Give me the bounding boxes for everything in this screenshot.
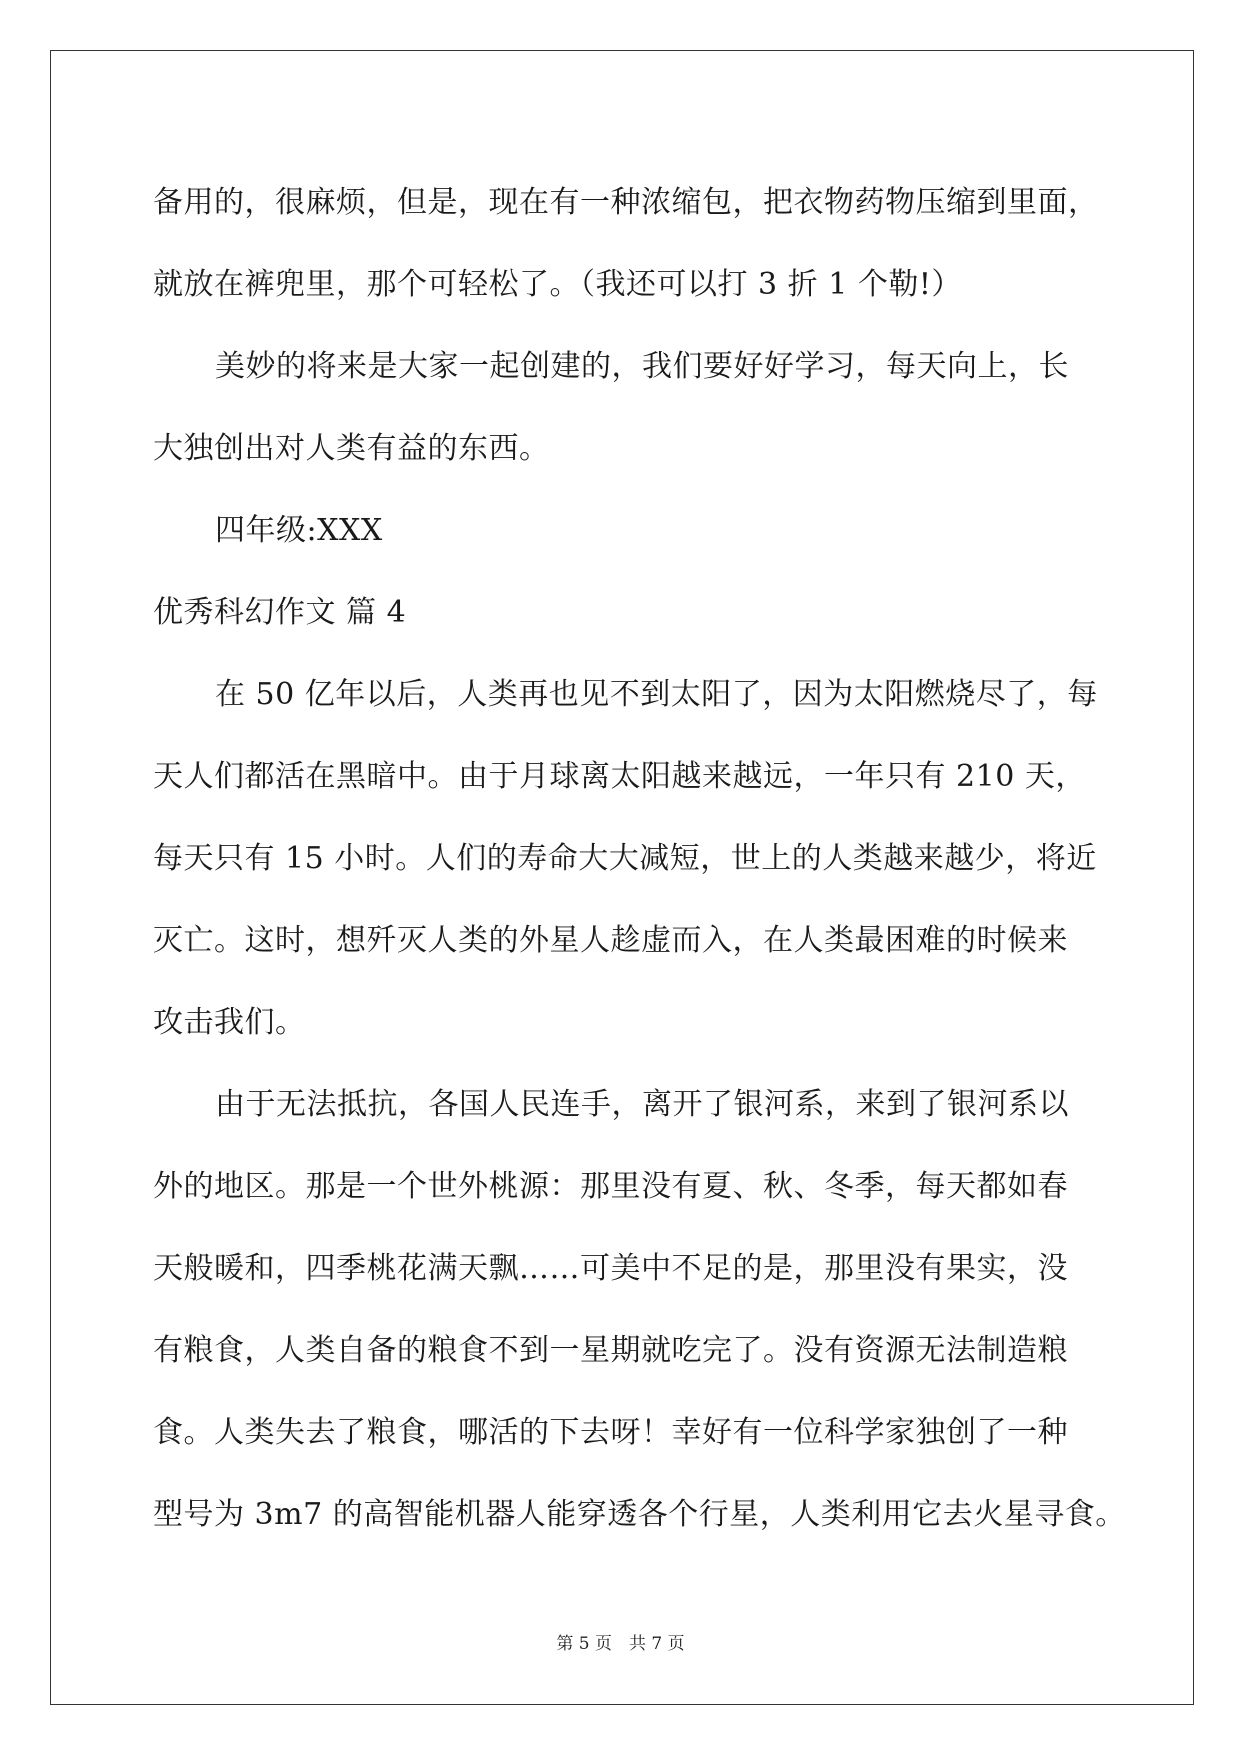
text-line: 就放在裤兜里，那个可轻松了。（我还可以打 3 折 1 个勒!） (153, 267, 962, 302)
author-line: 四年级:XXX (215, 513, 383, 548)
text-line: 美妙的将来是大家一起创建的，我们要好好学习，每天向上，长 (215, 349, 1069, 384)
section-heading: 优秀科幻作文 篇 4 (153, 595, 407, 630)
text-line: 有粮食，人类自备的粮食不到一星期就吃完了。没有资源无法制造粮 (153, 1333, 1068, 1368)
text-line: 攻击我们。 (153, 1005, 306, 1040)
text-line: 每天只有 15 小时。人们的寿命大大减短，世上的人类越来越少，将近 (153, 841, 1097, 876)
text-line: 天人们都活在黑暗中。由于月球离太阳越来越远，一年只有 210 天， (153, 759, 1086, 794)
text-line: 备用的，很麻烦，但是，现在有一种浓缩包，把衣物药物压缩到里面， (153, 185, 1099, 220)
text-line: 在 50 亿年以后，人类再也见不到太阳了，因为太阳燃烧尽了，每 (215, 677, 1098, 712)
text-line: 型号为 3m7 的高智能机器人能穿透各个行星，人类利用它去火星寻食。 (153, 1497, 1126, 1532)
text-line: 食。人类失去了粮食，哪活的下去呀！幸好有一位科学家独创了一种 (153, 1415, 1068, 1450)
page-footer: 第 5 页 共 7 页 (556, 1634, 685, 1654)
text-line: 由于无法抵抗，各国人民连手，离开了银河系，来到了银河系以 (215, 1087, 1069, 1122)
text-line: 灭亡。这时，想歼灭人类的外星人趁虚而入，在人类最困难的时候来 (153, 923, 1068, 958)
document-body (153, 162, 1126, 1556)
text-line: 大独创出对人类有益的东西。 (153, 431, 550, 466)
text-line: 外的地区。那是一个世外桃源：那里没有夏、秋、冬季，每天都如春 (153, 1169, 1068, 1204)
text-line: 天般暖和，四季桃花满天飘……可美中不足的是，那里没有果实，没 (153, 1251, 1068, 1286)
